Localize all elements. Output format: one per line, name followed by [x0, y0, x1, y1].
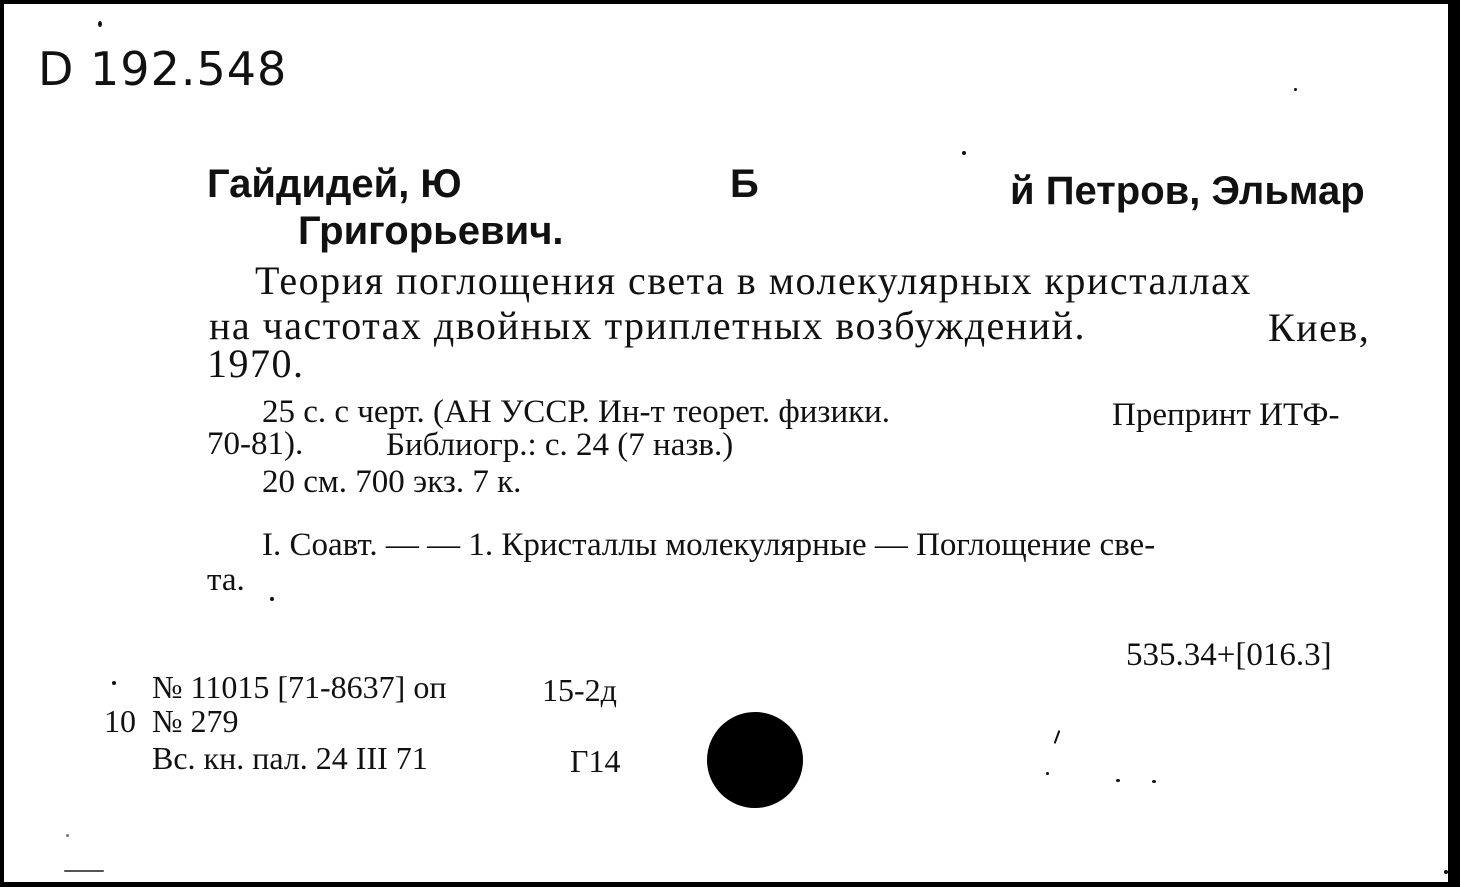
author-heading-part2: Б: [730, 162, 759, 206]
tracing-line-2: та.: [207, 562, 245, 598]
speck-mark: [1294, 88, 1297, 91]
author-heading-part1: Гайдидей, Ю: [207, 162, 462, 206]
pub-data-line-3: Вс. кн. пал. 24 III 71: [152, 740, 428, 776]
pub-data-line-3-right: Г14: [570, 743, 621, 779]
pub-data-line-2-prefix: 10: [104, 703, 136, 739]
punch-hole: [707, 712, 803, 808]
description-series: Препринт ИТФ-: [1112, 397, 1340, 433]
author-heading-part3: й Петров, Эльмар: [1010, 169, 1365, 213]
pub-data-line-1: № 11015 [71-8637] оп: [152, 669, 447, 705]
speck-mark: [64, 870, 104, 872]
speck-mark: [270, 597, 274, 601]
description-size: 20 см. 700 экз. 7 к.: [262, 464, 522, 500]
speck-mark: [1054, 730, 1061, 744]
title-place: Киев,: [1268, 305, 1371, 350]
inventory-number: D 192.548: [38, 42, 288, 96]
description-series-number: 70-81).: [207, 426, 304, 462]
tracing-line-1: I. Соавт. — — 1. Кристаллы молекулярные — Поглощение све-: [262, 527, 1156, 563]
speck-mark: [66, 834, 69, 837]
title-line-2: на частотах двойных триплетных возбуждений.: [209, 303, 1087, 348]
pub-data-line-2: № 279: [152, 703, 239, 739]
classification-index: 535.34+[016.3]: [1126, 637, 1332, 673]
title-year: 1970.: [207, 341, 305, 386]
pub-data-line-1-right: 15-2д: [542, 672, 617, 708]
author-heading-part4: Григорьевич.: [298, 209, 564, 253]
speck-mark: [112, 681, 116, 685]
description-line-1: 25 с. с черт. (АН УССР. Ин-т теорет. физики.: [262, 394, 891, 430]
speck-mark: [1444, 870, 1448, 874]
speck-mark: [1046, 772, 1049, 775]
speck-mark: [962, 151, 966, 155]
speck-mark: [98, 21, 102, 27]
speck-mark: [1152, 780, 1156, 783]
title-line-1: Теория поглощения света в молекулярных кристаллах: [255, 258, 1252, 303]
description-bibliography: Библиогр.: с. 24 (7 назв.): [386, 427, 734, 463]
speck-mark: [1116, 779, 1120, 782]
